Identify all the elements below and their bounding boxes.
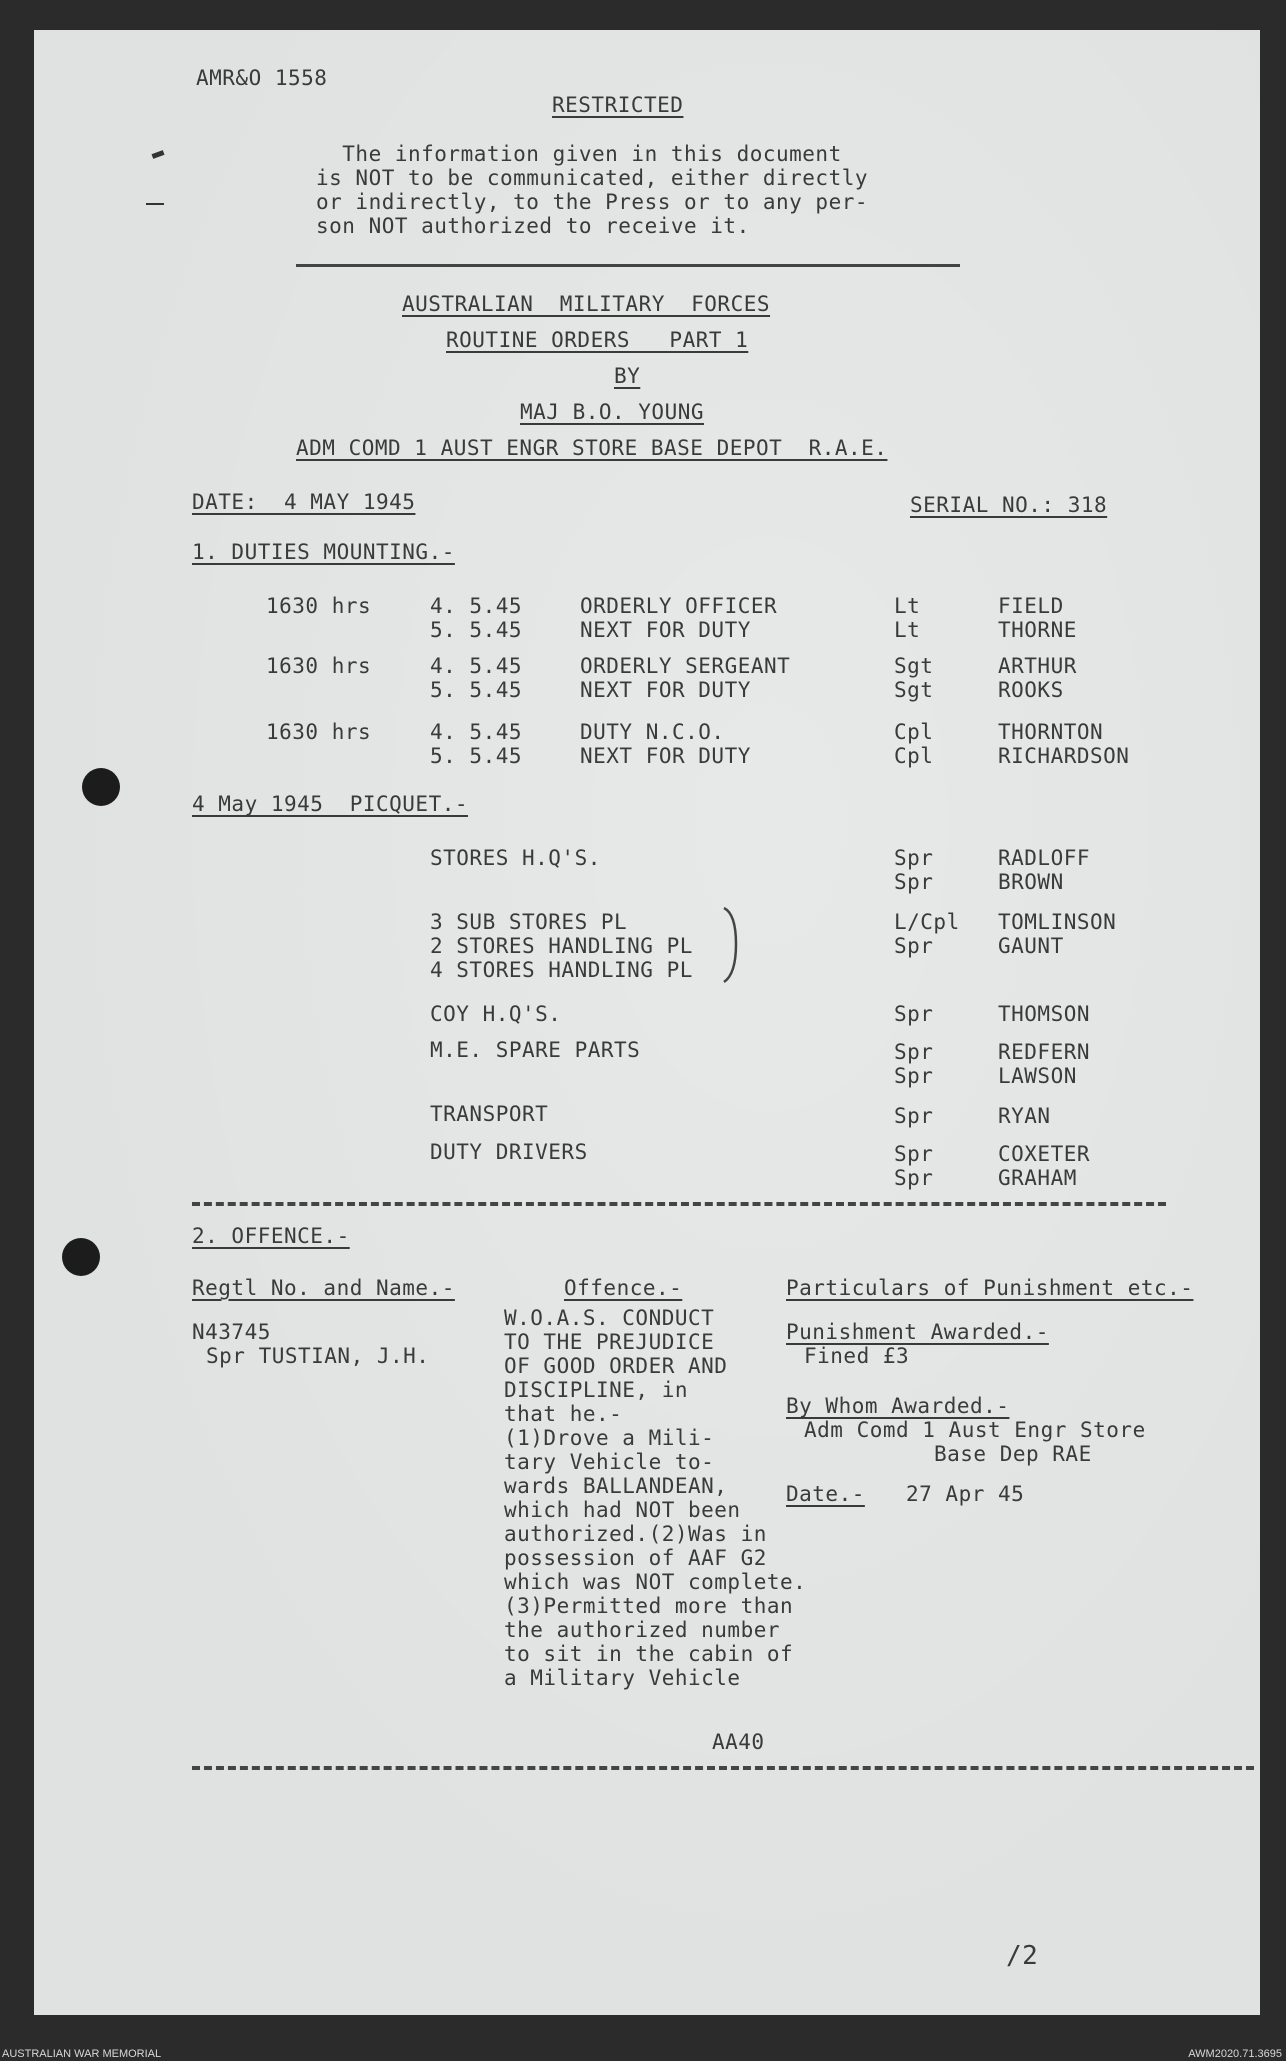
footer-accession: AWM2020.71.3695 — [1188, 2048, 1282, 2060]
duty-rank: Sgt — [894, 678, 934, 702]
section-divider — [192, 1766, 1254, 1770]
duty-date: 4. 5.45 — [430, 720, 523, 744]
command-heading: ADM COMD 1 AUST ENGR STORE BASE DEPOT R.A.E. — [296, 436, 888, 460]
picquet-name: LAWSON — [998, 1064, 1077, 1088]
picquet-rank: Spr — [894, 870, 934, 894]
orders-heading: ROUTINE ORDERS PART 1 — [446, 328, 749, 352]
picquet-post: 3 SUB STORES PL — [430, 910, 628, 934]
duty-rank: Sgt — [894, 654, 934, 678]
brace-bracket — [720, 904, 744, 986]
footer-credit: AUSTRALIAN WAR MEMORIAL — [2, 2048, 162, 2060]
picquet-name: TOMLINSON — [998, 910, 1117, 934]
picquet-rank: Spr — [894, 1040, 934, 1064]
regimental-number: N43745 — [192, 1320, 271, 1344]
picquet-post: COY H.Q'S. — [430, 1002, 562, 1026]
notice-line-3: or indirectly, to the Press or to any per- — [316, 190, 869, 214]
duty-role: ORDERLY OFFICER — [580, 594, 778, 618]
duties-heading: 1. DUTIES MOUNTING.- — [192, 540, 455, 564]
column-header-name: Regtl No. and Name.- — [192, 1276, 455, 1300]
duty-name: FIELD — [998, 594, 1064, 618]
column-header-particulars: Particulars of Punishment etc.- — [786, 1276, 1194, 1300]
punishment-label: Punishment Awarded.- — [786, 1320, 1049, 1344]
picquet-name: RYAN — [998, 1104, 1051, 1128]
officer-heading: MAJ B.O. YOUNG — [520, 400, 705, 424]
picquet-name: COXETER — [998, 1142, 1091, 1166]
duty-date: 5. 5.45 — [430, 618, 523, 642]
offence-line: the authorized number — [504, 1618, 781, 1642]
awarded-by-label: By Whom Awarded.- — [786, 1394, 1010, 1418]
duty-rank: Lt — [894, 618, 921, 642]
serial-number: SERIAL NO.: 318 — [910, 493, 1108, 517]
notice-line-2: is NOT to be communicated, either directly — [316, 166, 869, 190]
notice-line-1: The information given in this document — [316, 142, 842, 166]
duty-name: ARTHUR — [998, 654, 1077, 678]
picquet-name: GRAHAM — [998, 1166, 1077, 1190]
order-date: DATE: 4 MAY 1945 — [192, 490, 416, 514]
picquet-rank: Spr — [894, 1064, 934, 1088]
notice-line-4: son NOT authorized to receive it. — [316, 214, 750, 238]
picquet-name: REDFERN — [998, 1040, 1091, 1064]
picquet-post: 4 STORES HANDLING PL — [430, 958, 693, 982]
document-page — [34, 30, 1260, 2015]
header-rule — [296, 264, 960, 267]
soldier-name: Spr TUSTIAN, J.H. — [206, 1344, 430, 1368]
picquet-rank: Spr — [894, 1104, 934, 1128]
duty-role: ORDERLY SERGEANT — [580, 654, 791, 678]
picquet-rank: Spr — [894, 846, 934, 870]
offence-line: DISCIPLINE, in — [504, 1378, 689, 1402]
duty-rank: Cpl — [894, 720, 934, 744]
duty-time: 1630 hrs — [266, 654, 372, 678]
picquet-rank: Spr — [894, 934, 934, 958]
picquet-rank: Spr — [894, 1002, 934, 1026]
picquet-post: TRANSPORT — [430, 1102, 549, 1126]
duty-rank: Cpl — [894, 744, 934, 768]
awarded-by-line-2: Base Dep RAE — [934, 1442, 1092, 1466]
ink-mark — [152, 150, 165, 159]
by-heading: BY — [614, 364, 641, 388]
offence-line: TO THE PREJUDICE — [504, 1330, 715, 1354]
column-header-offence: Offence.- — [564, 1276, 683, 1300]
picquet-post: M.E. SPARE PARTS — [430, 1038, 641, 1062]
duty-date: 5. 5.45 — [430, 678, 523, 702]
punishment-value: Fined £3 — [804, 1344, 910, 1368]
org-heading: AUSTRALIAN MILITARY FORCES — [402, 292, 771, 316]
offence-line: which had NOT been — [504, 1498, 741, 1522]
offence-line: to sit in the cabin of — [504, 1642, 794, 1666]
offence-line: possession of AAF G2 — [504, 1546, 767, 1570]
offence-line: authorized.(2)Was in — [504, 1522, 767, 1546]
offence-line: which was NOT complete. — [504, 1570, 807, 1594]
duty-name: THORNE — [998, 618, 1077, 642]
picquet-rank: Spr — [894, 1142, 934, 1166]
offence-line: W.O.A.S. CONDUCT — [504, 1306, 715, 1330]
duty-name: ROOKS — [998, 678, 1064, 702]
duty-name: THORNTON — [998, 720, 1104, 744]
page-number: /2 — [1006, 1941, 1039, 1971]
offence-line: a Military Vehicle — [504, 1666, 741, 1690]
offence-heading: 2. OFFENCE.- — [192, 1224, 350, 1248]
duty-role: NEXT FOR DUTY — [580, 618, 751, 642]
picquet-post: 2 STORES HANDLING PL — [430, 934, 693, 958]
duty-date: 5. 5.45 — [430, 744, 523, 768]
duty-date: 4. 5.45 — [430, 654, 523, 678]
duty-role: NEXT FOR DUTY — [580, 678, 751, 702]
offence-line: (3)Permitted more than — [504, 1594, 794, 1618]
picquet-name: BROWN — [998, 870, 1064, 894]
award-date-label: Date.- — [786, 1482, 865, 1506]
picquet-rank: L/Cpl — [894, 910, 960, 934]
duty-role: NEXT FOR DUTY — [580, 744, 751, 768]
section-divider — [192, 1202, 1166, 1206]
ink-mark — [146, 203, 164, 205]
duty-time: 1630 hrs — [266, 594, 372, 618]
award-date: 27 Apr 45 — [906, 1482, 1025, 1506]
offence-line: tary Vehicle to- — [504, 1450, 715, 1474]
duty-role: DUTY N.C.O. — [580, 720, 725, 744]
duty-time: 1630 hrs — [266, 720, 372, 744]
picquet-heading: 4 May 1945 PICQUET.- — [192, 792, 469, 816]
offence-line: wards BALLANDEAN, — [504, 1474, 728, 1498]
picquet-post: DUTY DRIVERS — [430, 1140, 588, 1164]
picquet-rank: Spr — [894, 1166, 934, 1190]
picquet-post: STORES H.Q'S. — [430, 846, 601, 870]
picquet-name: THOMSON — [998, 1002, 1091, 1026]
restricted-title: RESTRICTED — [552, 93, 684, 117]
duty-rank: Lt — [894, 594, 921, 618]
punch-hole — [62, 1238, 100, 1276]
document-ref: AMR&O 1558 — [196, 66, 328, 90]
picquet-name: RADLOFF — [998, 846, 1091, 870]
offence-line: OF GOOD ORDER AND — [504, 1354, 728, 1378]
punch-hole — [82, 768, 120, 806]
duty-date: 4. 5.45 — [430, 594, 523, 618]
awarded-by-line-1: Adm Comd 1 Aust Engr Store — [804, 1418, 1146, 1442]
offence-line: that he.- — [504, 1402, 623, 1426]
offence-line: (1)Drove a Mili- — [504, 1426, 715, 1450]
duty-name: RICHARDSON — [998, 744, 1130, 768]
picquet-name: GAUNT — [998, 934, 1064, 958]
offence-ref: AA40 — [712, 1730, 765, 1754]
